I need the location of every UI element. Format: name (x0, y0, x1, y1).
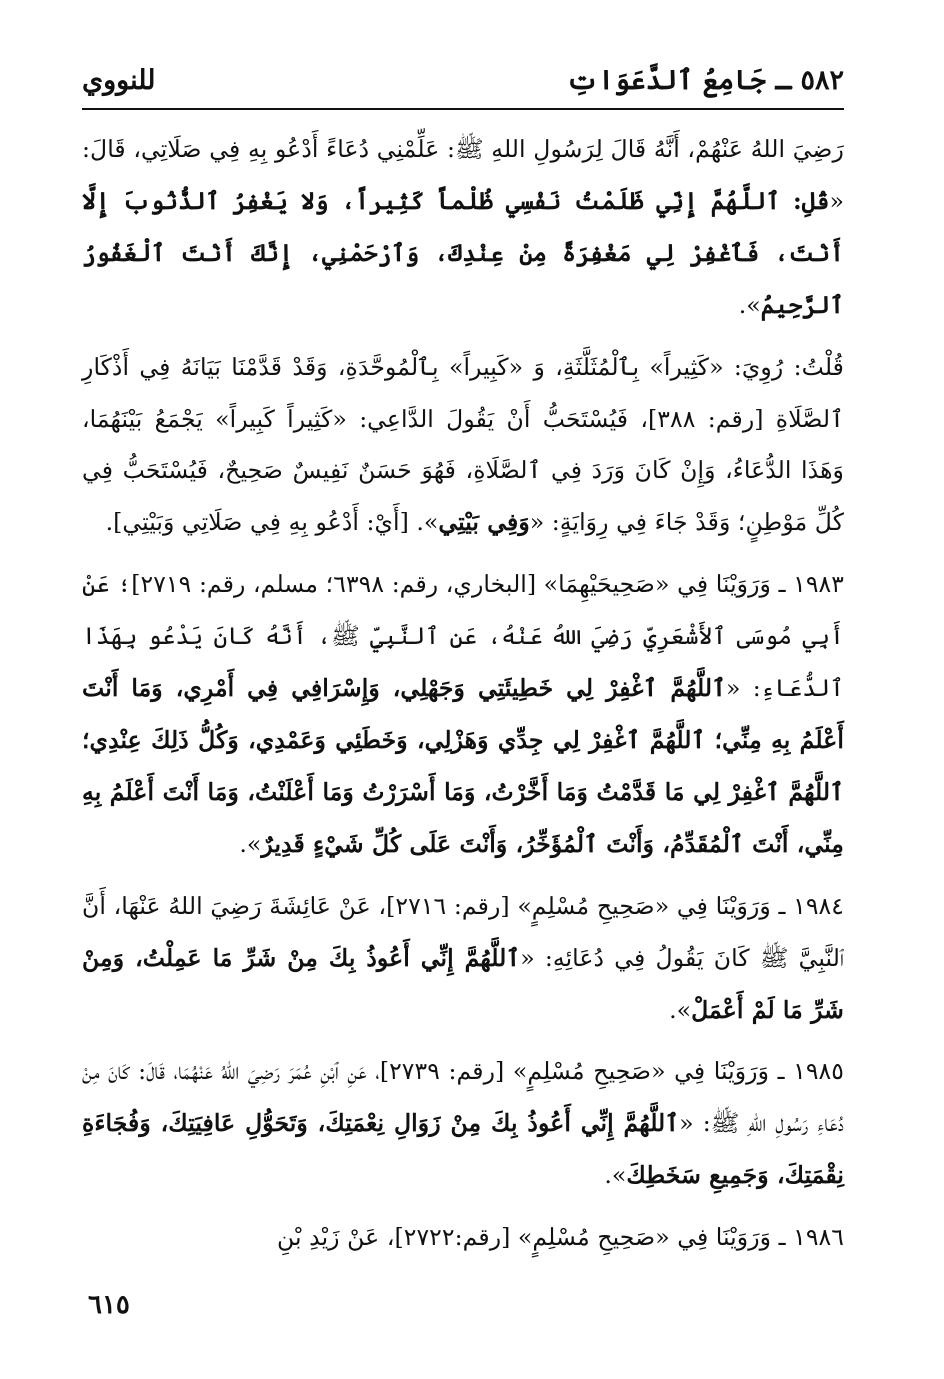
text-run: قُلْتُ: رُوِيَ: «كَثِيراً» بِٱلْمُثَلَّثَةِ، وَ «كَبِيراً» بِٱلْمُوحَّدَةِ، وَقَدْ قَدَّمْنَا بَيَانَهُ فِي أَذْكَارِ ٱلصَّلَاةِ [رقم: ٣٨٨]، فَيُسْتَحَبُّ أَنْ يَقُولَ الدَّاعِي: «كَثِيراً كَبِيراً» يَجْمَعُ بَيْنَهُمَا، وَهَذَا الدُّعَاءُ، وَإِنْ كَانَ وَرَدَ فِي ٱلصَّلَاةِ، فَهُوَ حَسَنٌ نَفِيسٌ صَحِيحٌ، فَيُسْتَحَبُّ فِي كُلِّ مَوْطِنٍ؛ وَقَدْ جَاءَ فِي رِوَايَةٍ: « (82, 352, 844, 537)
page-number: ٦١٥ (88, 1290, 130, 1320)
page-header (82, 52, 844, 110)
dua-text: ٱللَّهُمَّ إِنِّي أَعُوذُ بِكَ مِنْ زَوَالِ نِعْمَتِكَ، وَتَحَوُّلِ عَافِيَتِكَ، وَفُجَاءَةِ نِقْمَتِكَ، وَجَمِيعِ سَخَطِكَ (82, 1109, 844, 1190)
dua-text: ٱللَّهُمَّ ٱغْفِرْ لِي خَطِيئَتِي وَجَهْلِي، وَإِسْرَافِي فِي أَمْرِي، وَمَا أَنْتَ أَعْلَمُ بِهِ مِنِّي؛ ٱللَّهُمَّ ٱغْفِرْ لِي جِدِّي وَهَزْلِي، وَخَطَئِي وَعَمْدِي، وَكُلُّ ذَلِكَ عِنْدِي؛ ٱللَّهُمَّ ٱغْفِرْ لِي مَا قَدَّمْتُ وَمَا أَخَّرْتُ، وَمَا أَسْرَرْتُ وَمَا أَعْلَنْتُ، وَمَا أَنْتَ أَعْلَمُ بِهِ مِنِّي، أَنْتَ ٱلْمُقَدِّمُ، وَأَنْتَ ٱلْمُؤَخِّرُ، وَأَنْتَ عَلَى كُلِّ شَيْءٍ قَدِيرٌ (82, 674, 844, 858)
dua-text: وَفِي بَيْتِي (438, 508, 530, 537)
text-run: ». [أَيْ: أَدْعُو بِهِ فِي صَلَاتِي وَبَيْتِي]. (105, 508, 439, 537)
text-run: ». (604, 1161, 627, 1190)
text-run: ». (239, 829, 262, 858)
chapter-title: ٥٨٢ ـ جَامِعُ ٱلدَّعَوَاتِ (566, 64, 844, 96)
paragraph-2 (82, 342, 844, 550)
text-run: ». (669, 995, 692, 1024)
hadith-1985 (82, 1046, 844, 1202)
author-name: للنووي (82, 64, 156, 96)
text-run: ». (738, 290, 761, 319)
text-run: رَضِيَ اللهُ عَنْهُمْ، أَنَّهُ قَالَ لِرَسُولِ اللهِ ﷺ: عَلِّمْنِي دُعَاءً أَدْعُو بِهِ فِي صَلَاتِي، قَالَ: « (82, 135, 844, 215)
dua-text: قُلِ: ٱللَّهُمَّ إِنِّي ظَلَمْتُ نَفْسِي ظُلْماً كَثِيراً، وَلا يَغْفِرُ ٱلذُّنُوبَ إِلَّا أَنْتَ، فَٱغْفِرْ لِي مَغْفِرَةً مِنْ عِنْدِكَ، وَٱرْحَمْنِي، إِنَّكَ أَنْتَ ٱلْغَفُورُ ٱلرَّحِيمُ (82, 186, 844, 319)
paragraph-1 (82, 124, 844, 332)
hadith-1984 (82, 881, 844, 1037)
hadith-1986 (82, 1212, 844, 1264)
text-run: ١٩٨٤ ـ وَرَوَيْنَا فِي «صَحِيحِ مُسْلِمٍ» [رقم: ٢٧١٦]، عَنْ عَائِشَةَ رَضِيَ اللهُ عَنْهَا، أَنَّ ٱلنَّبِيَّ ﷺ كَانَ يَقُولُ فِي دُعَائِهِ: « (82, 891, 844, 972)
dua-text: ٱللَّهُمَّ إِنِّي أَعُوذُ بِكَ مِنْ شَرِّ مَا عَمِلْتُ، وَمِنْ شَرِّ مَا لَمْ أَعْمَلْ (82, 943, 844, 1024)
hadith-1983 (82, 559, 844, 870)
text-run: ١٩٨٦ ـ وَرَوَيْنَا فِي «صَحِيحِ مُسْلِمٍ» [رقم:٢٧٢٢]، عَنْ زَيْدِ بْنِ (276, 1223, 844, 1252)
text-run: ١٩٨٣ ـ وَرَوَيْنَا فِي «صَحِيحَيْهِمَا» [البخاري، رقم: ٦٣٩٨؛ مسلم، رقم: ٢٧١٩]؛ عَنْ أَبِي مُوسَى ٱلأَشْعَرِيِّ رَضِيَ اللهُ عَنْهُ، عَنِ ٱلنَّبِيِّ ﷺ، أَنَّهُ كَانَ يَدْعُو بِهَذَا ٱلدُّعَاءِ: « (82, 570, 844, 703)
text-run: ١٩٨٥ ـ وَرَوَيْنَا فِي «صَحِيحِ مُسْلِمٍ» [رقم: ٢٧٣٩]، عَنِ ٱبْنِ عُمَرَ رَضِيَ اللهُ عَنْهُمَا، قَالَ: كَانَ مِنْ دُعَاءِ رَسُولِ اللهِ ﷺ: « (82, 1057, 844, 1138)
page-body (82, 124, 844, 1274)
